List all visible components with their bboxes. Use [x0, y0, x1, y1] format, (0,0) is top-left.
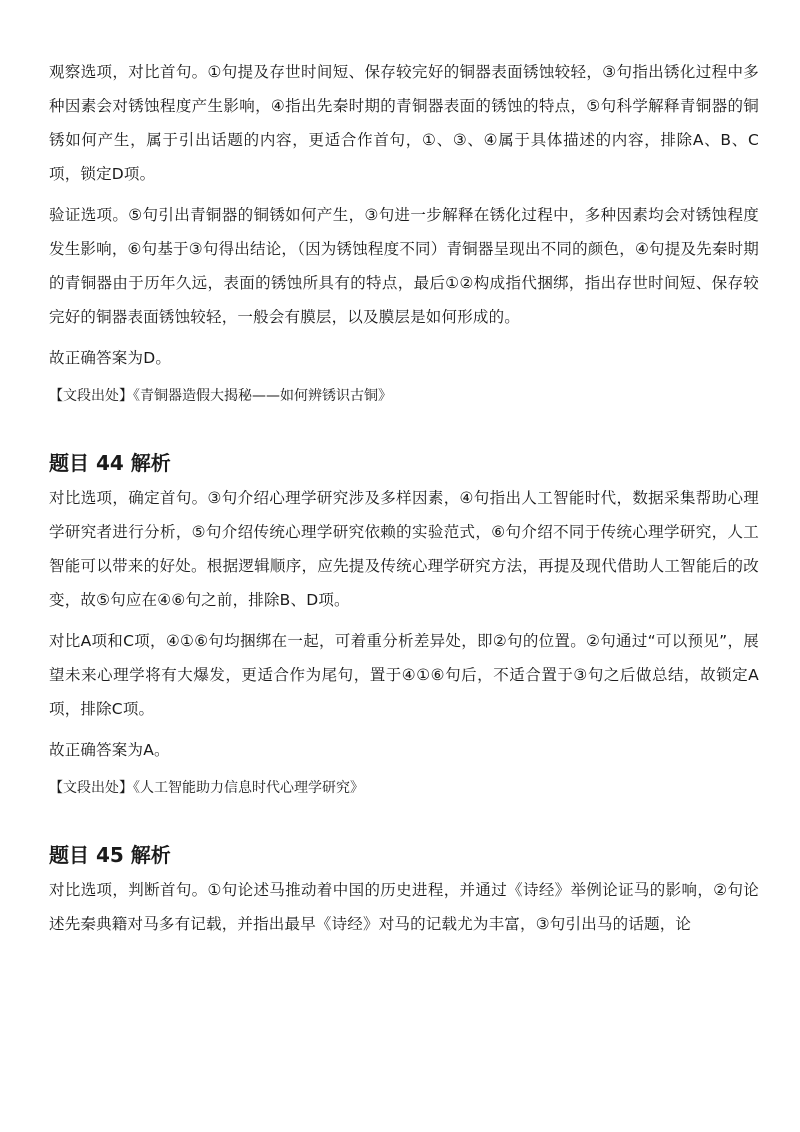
- paragraph-observe-options: 观察选项，对比首句。①句提及存世时间短、保存较完好的铜器表面锈蚀较轻，③句指出锈化过程中多种因素会对锈蚀程度产生影响，④指出先秦时期的青铜器表面的锈蚀的特点，⑤句科学解释青铜器的铜锈如何产生，属于引出话题的内容，更适合作首句，①、③、④属于具体描述的内容，排除A、B、C项，锁定D项。: [49, 63, 759, 183]
- answer-line: 故正确答案为A。: [49, 741, 170, 759]
- section-heading-45: 题目 45 解析: [49, 843, 171, 867]
- paragraph-judge-first-sentence: 对比选项，判断首句。①句论述马推动着中国的历史进程，并通过《诗经》举例论证马的影响，②句论述先秦典籍对马多有记载，并指出最早《诗经》对马的记载尤为丰富，③句引出马的话题，论: [49, 881, 759, 933]
- section-heading-44: 题目 44 解析: [49, 451, 171, 475]
- document-page: [49, 55, 759, 941]
- answer-line: 故正确答案为D。: [49, 349, 172, 367]
- paragraph-compare-options: 对比A项和C项，④①⑥句均捆绑在一起，可着重分析差异处，即②句的位置。②句通过“可以预见”，展望未来心理学将有大爆发，更适合作为尾句，置于④①⑥句后，不适合置于③句之后做总结，故锁定A项，排除C项。: [49, 632, 759, 718]
- source-citation: 【文段出处】《人工智能助力信息时代心理学研究》: [49, 780, 364, 796]
- paragraph-verify-options: 验证选项。⑤句引出青铜器的铜锈如何产生，③句进一步解释在锈化过程中，多种因素均会对锈蚀程度发生影响，⑥句基于③句得出结论，（因为锈蚀程度不同）青铜器呈现出不同的颜色，④句提及先秦时期的青铜器由于历年久远，表面的锈蚀所具有的特点，最后①②构成指代捆绑，指出存世时间短、保存较完好的铜器表面锈蚀较轻，一般会有膜层，以及膜层是如何形成的。: [49, 206, 759, 326]
- source-citation: 【文段出处】《青铜器造假大揭秘——如何辨锈识古铜》: [49, 388, 392, 404]
- paragraph-first-sentence: 对比选项，确定首句。③句介绍心理学研究涉及多样因素，④句指出人工智能时代，数据采集帮助心理学研究者进行分析，⑤句介绍传统心理学研究依赖的实验范式，⑥句介绍不同于传统心理学研究，人工智能可以带来的好处。根据逻辑顺序，应先提及传统心理学研究方法，再提及现代借助人工智能后的改变，故⑤句应在④⑥句之前，排除B、D项。: [49, 489, 759, 609]
